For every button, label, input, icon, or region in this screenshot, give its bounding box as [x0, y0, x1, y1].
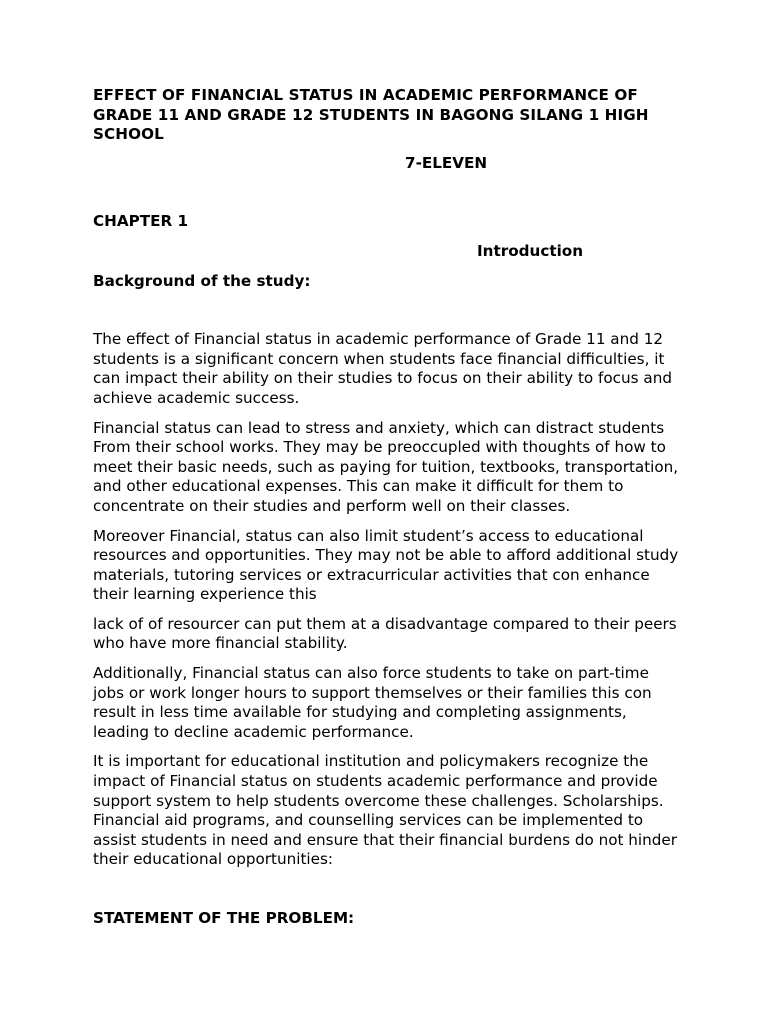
- paragraph: lack of of resourcer can put them at a disadvantage compared to their peers who have more financial stability.: [93, 614, 677, 653]
- background-heading: Background of the study:: [93, 271, 311, 290]
- paragraph: The effect of Financial status in academic performance of Grade 11 and 12 students is a significant concern when students face financial difficulties, it can impact their ability on their studies to focus on their ability to focus and achieve academic success.: [93, 330, 672, 407]
- paragraph: Financial status can lead to stress and anxiety, which can distract students From their school works. They may be preoccupled with thoughts of how to meet their basic needs, such as paying for tuition, textbooks, transportation, and other educational expenses. This can make it difficult for them to concentrate on their studies and perform well on their classes.: [93, 418, 679, 515]
- document-title: EFFECT OF FINANCIAL STATUS IN ACADEMIC PERFORMANCE OF GRADE 11 AND GRADE 12 STUDENTS IN BAGONG SILANG 1 HIGH SCHOOL: [93, 86, 649, 144]
- problem-heading: STATEMENT OF THE PROBLEM:: [93, 909, 355, 927]
- paragraph: Additionally, Financial status can also force students to take on part-time jobs or work longer hours to support themselves or their families this con result in less time available for studying and completing assignments, leading to decline academic performance.: [93, 664, 652, 741]
- section-title: Introduction: [477, 241, 584, 260]
- group-name: 7-ELEVEN: [405, 153, 488, 172]
- paragraph: Moreover Financial, status can also limit student’s access to educational resources and opportunities. They may not be able to afford additional study materials, tutoring services or extracurricular activities that con enhance their learning experience this: [93, 526, 679, 604]
- paragraph: It is important for educational institution and policymakers recognize the impact of Financial status on students academic performance and provide support system to help students overcome these challenges. Scholarships. Financial aid programs, and counselling services can be implemented to assist students in need and ensure that their financial burdens do not hinder their educational opportunities:: [93, 752, 677, 869]
- chapter-heading: CHAPTER 1: [93, 212, 189, 231]
- document-page: [93, 86, 683, 929]
